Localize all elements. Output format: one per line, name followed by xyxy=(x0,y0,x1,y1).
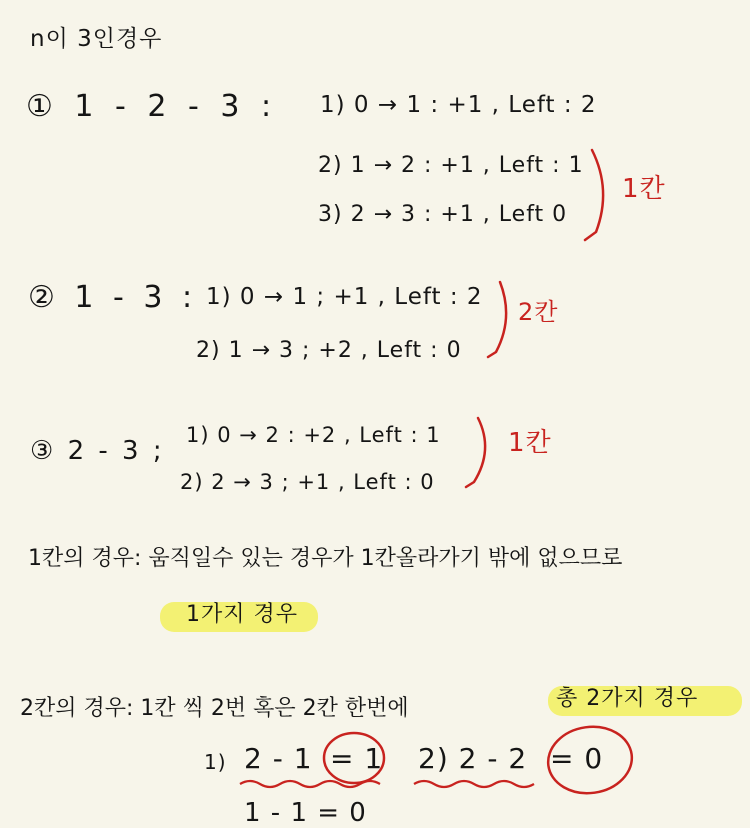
calc1-result: = 1 xyxy=(330,742,384,775)
case3-step-2: 2) 2 → 3 ; +1 , Left : 0 xyxy=(180,470,435,494)
case2-header: ② 1 - 3 : xyxy=(28,280,198,315)
case2-step-1: 1) 0 → 1 ; +1 , Left : 2 xyxy=(206,284,483,310)
case1-step-2: 2) 1 → 2 : +1 , Left : 1 xyxy=(318,153,584,178)
case1-note: 1칸 xyxy=(622,174,666,204)
summary1-highlight: 1가지 경우 xyxy=(186,602,298,627)
case1-step-3: 3) 2 → 3 : +1 , Left 0 xyxy=(318,202,568,227)
calc1-label: 1) xyxy=(204,750,227,774)
calc-cutoff: 1 - 1 = 0 xyxy=(244,798,367,828)
case3-header: ③ 2 - 3 ; xyxy=(30,436,165,466)
calc2-expression: 2) 2 - 2 xyxy=(418,742,528,775)
bracket-case1 xyxy=(585,150,603,240)
case3-note: 1칸 xyxy=(508,428,552,458)
underline-calc2 xyxy=(414,781,534,787)
underline-calc1 xyxy=(240,781,380,787)
summary2-line: 2칸의 경우: 1칸 씩 2번 혹은 2칸 한번에 xyxy=(20,696,409,721)
case1-header: ① 1 - 2 - 3 : xyxy=(26,89,278,124)
case3-step-1: 1) 0 → 2 : +2 , Left : 1 xyxy=(186,423,441,447)
bracket-case3 xyxy=(466,418,485,487)
case2-note: 2칸 xyxy=(518,298,559,326)
bracket-case2 xyxy=(488,282,506,357)
calc1-expression: 2 - 1 xyxy=(244,742,313,775)
page-title: n이 3인경우 xyxy=(30,26,163,52)
case1-step-1: 1) 0 → 1 : +1 , Left : 2 xyxy=(320,92,597,118)
summary2-highlight: 총 2가지 경우 xyxy=(556,686,699,711)
case2-step-2: 2) 1 → 3 ; +2 , Left : 0 xyxy=(196,338,462,363)
summary1-line: 1칸의 경우: 움직일수 있는 경우가 1칸올라가기 밖에 없으므로 xyxy=(28,546,623,571)
calc2-result: = 0 xyxy=(550,742,604,775)
